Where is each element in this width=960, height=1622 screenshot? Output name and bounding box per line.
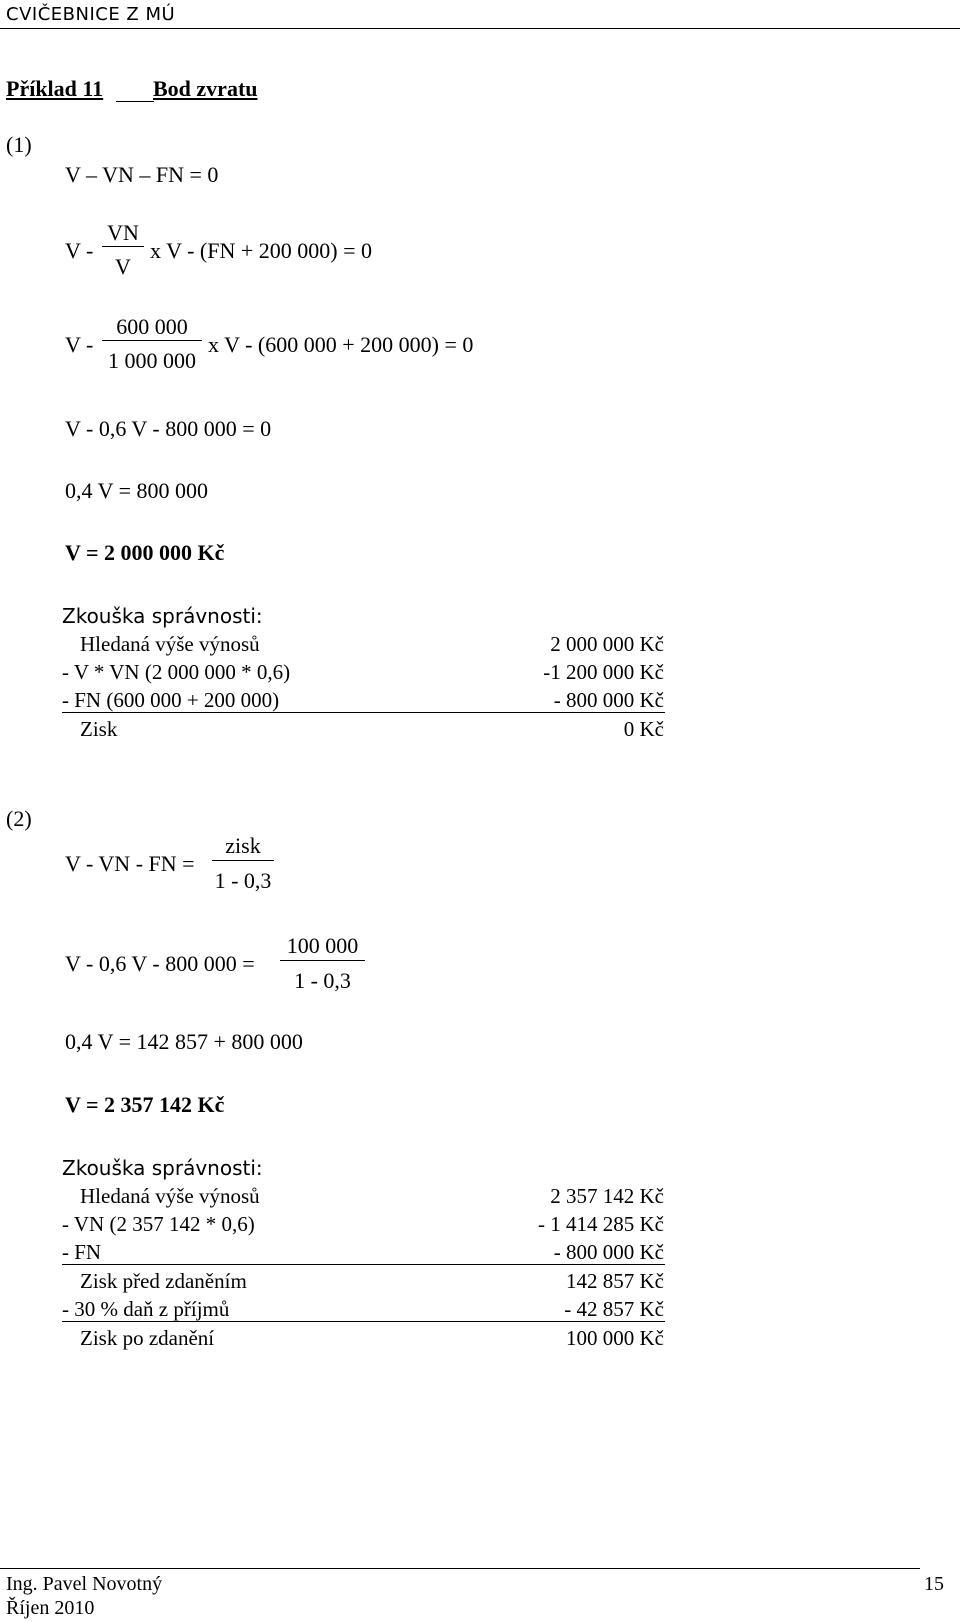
part1-eq2-numerator: VN: [107, 220, 139, 245]
part2-check-row-value: 142 857 Kč: [566, 1269, 664, 1293]
part1-eq3-suffix: x V - (600 000 + 200 000) = 0: [208, 332, 474, 357]
part2-check-row-label: - 30 % daň z příjmů: [62, 1297, 230, 1321]
part2-eq2-denominator: 1 - 0,3: [294, 968, 351, 993]
part2-eq1-denominator: 1 - 0,3: [214, 868, 272, 893]
part2-eq3: 0,4 V = 142 857 + 800 000: [65, 1029, 303, 1054]
part1-eq2-suffix: x V - (FN + 200 000) = 0: [150, 238, 373, 263]
running-header: CVIČEBNICE Z MÚ: [6, 4, 176, 25]
part1-eq3-prefix: V -: [65, 332, 94, 357]
part2-eq1-numerator: zisk: [225, 833, 261, 858]
part2-check-row-value: - 800 000 Kč: [553, 1240, 664, 1264]
part2-eq2-numerator: 100 000: [286, 933, 359, 958]
part1-eq3-fraction-bar: [102, 340, 202, 341]
heading-underline-gap: [116, 101, 154, 102]
part1-eq5: 0,4 V = 800 000: [65, 478, 208, 503]
part1-check-row-label: Zisk: [80, 717, 118, 741]
part2-check-row-label: - FN: [62, 1240, 102, 1264]
part1-check-row-label: - V * VN (2 000 000 * 0,6): [62, 660, 291, 684]
part2-check-subtotal-rule: [62, 1264, 665, 1265]
part2-check-row-label: Zisk před zdaněním: [80, 1269, 247, 1293]
part1-eq2-fraction-bar: [102, 246, 144, 247]
part1-check-row-value: -1 200 000 Kč: [543, 660, 664, 684]
part2-check-row-label: Zisk po zdanění: [80, 1326, 215, 1350]
part2-check-row-value: - 1 414 285 Kč: [538, 1212, 664, 1236]
part1-eq1: V – VN – FN = 0: [65, 162, 219, 187]
example-label: Příklad 11: [6, 76, 104, 101]
example-title: Bod zvratu: [153, 76, 258, 101]
part2-check-row-value: - 42 857 Kč: [564, 1297, 664, 1321]
part1-check-row-label: Hledaná výše výnosů: [80, 632, 260, 656]
part2-eq1-fraction-bar: [212, 860, 274, 861]
part1-check-title: Zkouška správnosti:: [62, 604, 263, 628]
page-number: 15: [924, 1573, 944, 1595]
part1-label: (1): [6, 132, 32, 157]
part2-result: V = 2 357 142 Kč: [65, 1092, 225, 1117]
part1-eq3-numerator: 600 000: [116, 314, 188, 339]
part1-check-row-label: - FN (600 000 + 200 000): [62, 688, 280, 712]
part2-eq1-prefix: V - VN - FN =: [65, 851, 195, 876]
part1-eq2-denominator: V: [115, 254, 131, 279]
part2-check-row-label: Hledaná výše výnosů: [80, 1184, 260, 1208]
part1-eq3-denominator: 1 000 000: [108, 348, 196, 373]
part2-check-total-rule: [62, 1321, 665, 1322]
part1-eq4: V - 0,6 V - 800 000 = 0: [65, 416, 272, 441]
part2-eq2-fraction-bar: [280, 960, 365, 961]
part2-check-row-value: 2 357 142 Kč: [550, 1184, 664, 1208]
part2-eq2-prefix: V - 0,6 V - 800 000 =: [65, 951, 255, 976]
part1-result: V = 2 000 000 Kč: [65, 540, 225, 565]
part2-check-title: Zkouška správnosti:: [62, 1156, 263, 1180]
footer-date: Říjen 2010: [6, 1597, 95, 1619]
part2-check-row-label: - VN (2 357 142 * 0,6): [62, 1212, 255, 1236]
part1-check-sum-rule: [62, 712, 665, 713]
part1-check-row-value: 2 000 000 Kč: [550, 632, 664, 656]
header-rule: [0, 28, 960, 29]
part2-label: (2): [6, 806, 32, 831]
part1-check-row-value: 0 Kč: [623, 717, 664, 741]
part2-check-row-value: 100 000 Kč: [566, 1326, 664, 1350]
part1-check-row-value: - 800 000 Kč: [553, 688, 664, 712]
part1-eq2-prefix: V -: [65, 238, 94, 263]
footer-rule: [0, 1568, 920, 1569]
footer-author: Ing. Pavel Novotný: [6, 1573, 163, 1595]
